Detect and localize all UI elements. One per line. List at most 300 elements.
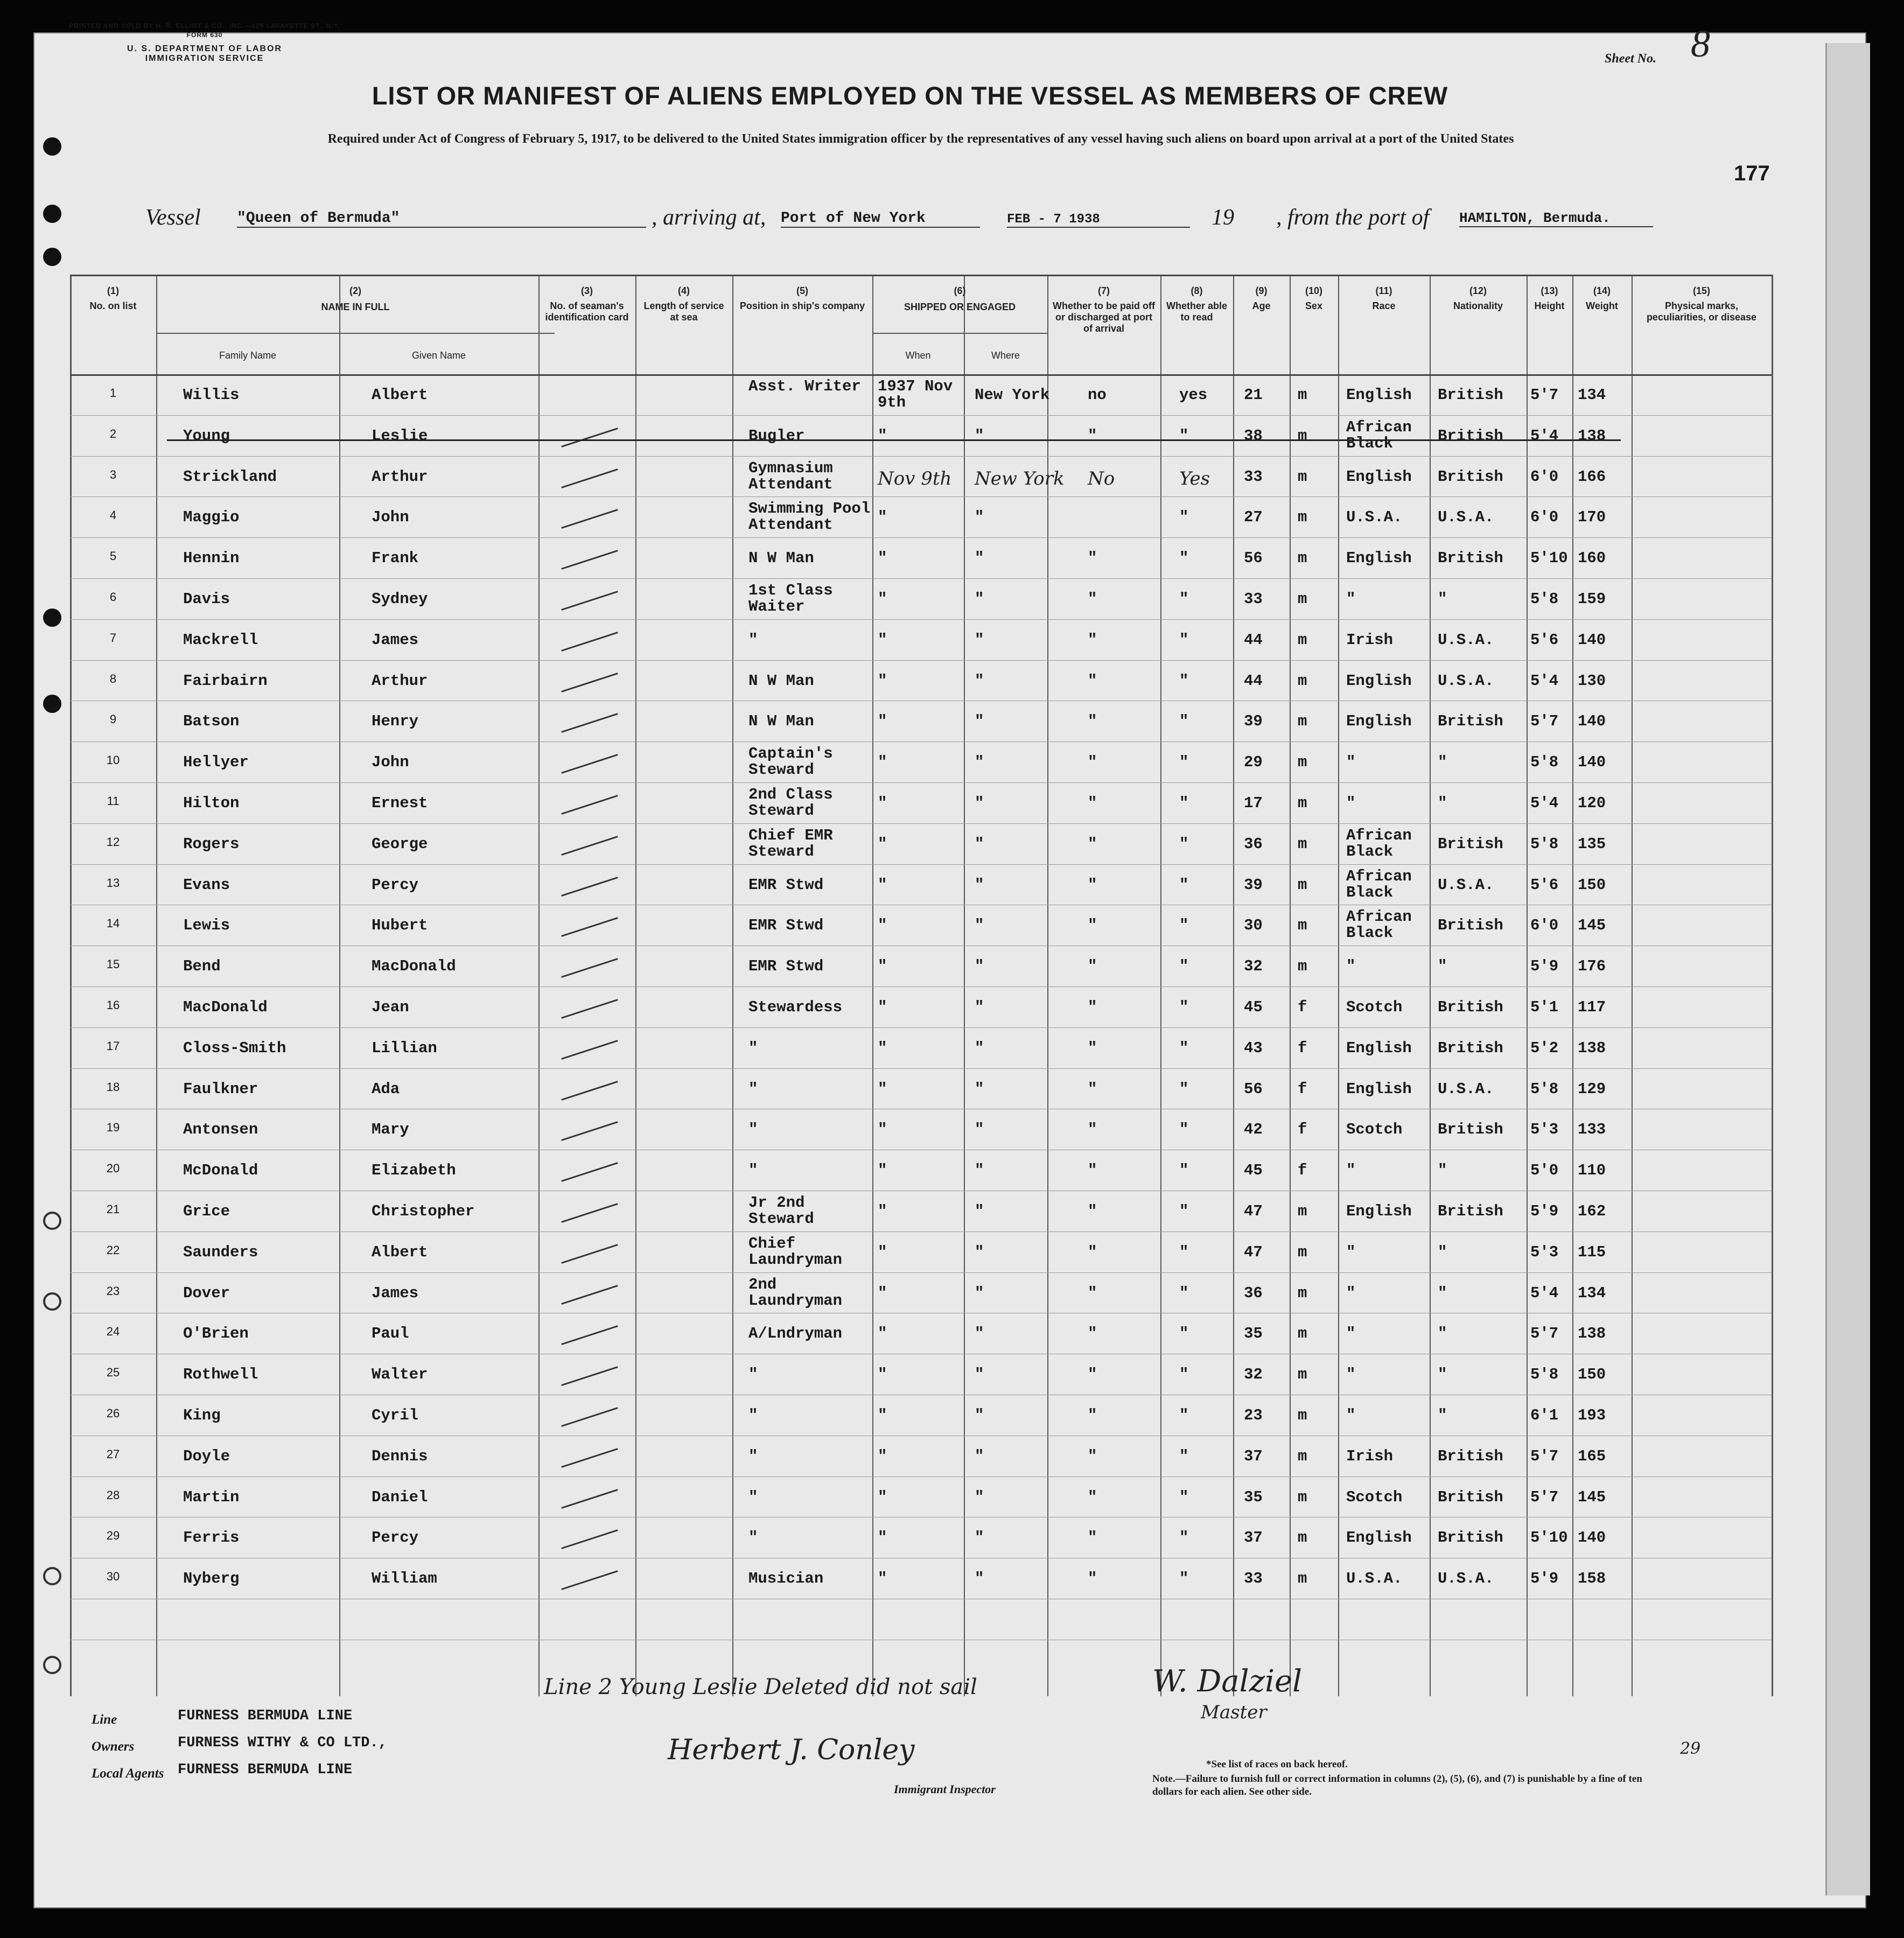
cell-shipped-where: " (975, 1202, 984, 1220)
cell-family-name: Martin (183, 1488, 240, 1506)
cell-race: English (1346, 1080, 1412, 1098)
check-mark (561, 1162, 618, 1182)
cell-row-number: 8 (109, 671, 117, 685)
cell-race: English (1346, 467, 1412, 486)
cell-paid-off: " (1088, 753, 1097, 772)
owners-value: FURNESS WITHY & CO LTD., (178, 1735, 387, 1751)
cell-height: 5'10 (1530, 549, 1568, 568)
cell-sex: m (1298, 590, 1307, 608)
cell-position: Stewardess (748, 998, 843, 1016)
check-mark (561, 1570, 618, 1590)
check-mark (561, 1366, 618, 1386)
cell-height: 5'0 (1530, 1162, 1559, 1180)
cell-paid-off: " (1088, 671, 1097, 690)
cell-paid-off: " (1088, 998, 1097, 1016)
cell-able-to-read: " (1179, 998, 1189, 1016)
check-mark (561, 1203, 618, 1223)
cell-position: Chief Laundryman (748, 1234, 843, 1269)
cell-shipped-when: " (878, 1407, 887, 1424)
cell-nationality: " (1438, 1366, 1447, 1384)
corner-number: 29 (1680, 1739, 1701, 1758)
master-title: Master (1201, 1702, 1267, 1723)
cell-height: 5'8 (1530, 835, 1559, 853)
line-value: FURNESS BERMUDA LINE (178, 1708, 353, 1724)
cell-row-number: 4 (109, 508, 117, 522)
cell-race: " (1346, 1284, 1356, 1302)
check-mark (561, 958, 618, 978)
check-mark (561, 428, 618, 447)
cell-nationality: U.S.A. (1438, 1570, 1494, 1588)
check-mark (561, 1244, 618, 1264)
check-mark (561, 468, 618, 488)
column-rule (1772, 275, 1773, 1696)
column-label: Weight (1586, 300, 1618, 311)
cell-able-to-read: " (1179, 508, 1189, 527)
cell-family-name: Evans (183, 876, 230, 894)
cell-paid-off: " (1088, 1243, 1097, 1261)
cell-able-to-read: " (1179, 549, 1189, 568)
cell-race: Scotch (1346, 998, 1403, 1016)
cell-shipped-when: " (878, 549, 887, 568)
cell-able-to-read: " (1179, 1039, 1189, 1057)
cell-race: English (1346, 386, 1412, 404)
cell-race: African Black (1346, 867, 1412, 901)
cell-weight: 115 (1578, 1243, 1606, 1261)
cell-row-number: 15 (106, 957, 120, 971)
cell-race: " (1346, 1243, 1356, 1261)
arrival-date: FEB - 7 1938 (1007, 212, 1190, 228)
cell-race: English (1346, 1202, 1412, 1220)
column-number: (12) (1469, 285, 1487, 296)
cell-age: 36 (1244, 835, 1263, 853)
cell-shipped-when: " (878, 916, 887, 935)
cell-position: Musician (748, 1570, 824, 1588)
cell-family-name: Hilton (183, 794, 240, 812)
column-rule (156, 275, 157, 1696)
cell-race: " (1346, 590, 1356, 608)
cell-race: " (1346, 753, 1356, 772)
cell-paid-off: No (1088, 467, 1115, 489)
column-rule (538, 275, 540, 1696)
check-mark (561, 999, 618, 1019)
cell-nationality: British (1438, 1529, 1503, 1547)
cell-family-name: Davis (183, 590, 230, 608)
cell-race: " (1346, 1325, 1356, 1343)
cell-shipped-when: " (878, 835, 887, 853)
cell-age: 43 (1244, 1039, 1263, 1057)
punch-hole (43, 1292, 61, 1311)
cell-weight: 176 (1578, 957, 1606, 976)
cell-paid-off: " (1088, 1325, 1097, 1343)
cell-weight: 145 (1578, 916, 1606, 935)
cell-given-name: John (372, 753, 409, 772)
cell-shipped-where: " (975, 1447, 984, 1465)
check-mark (561, 836, 618, 856)
column-rule (732, 275, 733, 1696)
cell-height: 5'8 (1530, 1366, 1559, 1384)
cell-weight: 165 (1578, 1447, 1606, 1465)
cell-height: 5'7 (1530, 1325, 1559, 1343)
cell-nationality: British (1438, 1488, 1503, 1506)
row-rule (70, 537, 1772, 538)
cell-position: " (748, 1447, 758, 1465)
printer-line: PRINTED AND SOLD BY H. R. ELLIOT & CO., INC.—129 LAFAYETTE ST., N.Y. (69, 22, 340, 30)
cell-row-number: 28 (106, 1488, 120, 1502)
cell-given-name: Dennis (372, 1447, 428, 1465)
cell-age: 38 (1244, 426, 1263, 445)
cell-height: 6'0 (1530, 508, 1559, 527)
cell-shipped-when: " (878, 1488, 887, 1506)
cell-weight: 117 (1578, 998, 1606, 1016)
cell-row-number: 23 (106, 1284, 120, 1298)
check-mark (561, 1040, 618, 1060)
cell-shipped-where: " (975, 1243, 984, 1261)
cell-nationality: " (1438, 1162, 1447, 1180)
cell-family-name: Hellyer (183, 753, 249, 772)
cell-age: 21 (1244, 386, 1263, 404)
cell-height: 5'6 (1530, 876, 1559, 894)
column-number: (10) (1305, 285, 1322, 296)
column-label: No. on list (89, 300, 137, 311)
cell-given-name: Sydney (372, 590, 428, 608)
cell-height: 5'4 (1530, 671, 1559, 690)
cell-race: African Black (1346, 418, 1412, 452)
cell-row-number: 2 (109, 426, 117, 440)
cell-family-name: Dover (183, 1284, 230, 1302)
column-label: Physical marks, peculiarities, or disease (1646, 300, 1757, 323)
cell-position: Gymnasium Attendant (748, 459, 833, 493)
cell-shipped-where: " (975, 957, 984, 976)
cell-row-number: 1 (109, 386, 117, 400)
cell-position: N W Man (748, 671, 814, 690)
cell-race: " (1346, 794, 1356, 812)
cell-given-name: Percy (372, 1529, 419, 1547)
column-label: Whether able to read (1166, 300, 1228, 323)
check-mark (561, 877, 618, 897)
column-label: SHIPPED OR ENGAGED (904, 302, 1016, 312)
cell-sex: m (1298, 467, 1307, 486)
cell-sex: m (1298, 1243, 1307, 1261)
cell-given-name: Albert (372, 386, 428, 404)
cell-sex: m (1298, 794, 1307, 812)
row-rule (70, 782, 1772, 783)
shipped-subheader-rule (872, 333, 1047, 334)
cell-shipped-where: " (975, 1570, 984, 1588)
cell-age: 33 (1244, 467, 1263, 486)
cell-sex: m (1298, 1488, 1307, 1506)
cell-shipped-where: " (975, 835, 984, 853)
cell-shipped-when: " (878, 1284, 887, 1302)
column-rule (964, 275, 965, 1696)
cell-shipped-when: " (878, 1447, 887, 1465)
cell-shipped-where: " (975, 753, 984, 772)
cell-weight: 134 (1578, 386, 1606, 404)
column-label: Race (1372, 300, 1396, 311)
row-rule (70, 456, 1772, 457)
check-mark (561, 1121, 618, 1141)
cell-sex: m (1298, 1202, 1307, 1220)
departure-port: HAMILTON, Bermuda. (1459, 210, 1653, 227)
cell-shipped-where: " (975, 794, 984, 812)
cell-shipped-when: " (878, 1080, 887, 1098)
cell-position: Asst. Writer (748, 377, 861, 395)
cell-paid-off: " (1088, 876, 1097, 894)
cell-height: 5'9 (1530, 1202, 1559, 1220)
cell-race: English (1346, 1529, 1412, 1547)
cell-shipped-where: " (975, 1162, 984, 1180)
cell-weight: 133 (1578, 1121, 1606, 1139)
column-sublabel: When (905, 350, 931, 361)
cell-sex: m (1298, 957, 1307, 976)
cell-row-number: 17 (106, 1039, 120, 1053)
from-label: , from the port of (1276, 205, 1430, 230)
cell-shipped-where: " (975, 876, 984, 894)
cell-given-name: Percy (372, 876, 419, 894)
cell-nationality: U.S.A. (1438, 508, 1494, 527)
cell-paid-off: " (1088, 712, 1097, 731)
cell-sex: m (1298, 916, 1307, 935)
cell-family-name: Rogers (183, 835, 240, 853)
punch-hole (43, 137, 61, 156)
cell-able-to-read: " (1179, 712, 1189, 731)
cell-family-name: Hennin (183, 549, 240, 568)
cell-shipped-when: " (878, 1570, 887, 1588)
cell-family-name: Doyle (183, 1447, 230, 1465)
cell-age: 45 (1244, 998, 1263, 1016)
cell-nationality: U.S.A. (1438, 671, 1494, 690)
row-rule (70, 578, 1772, 579)
column-rule (1233, 275, 1234, 1696)
cell-position: Chief EMR Steward (748, 826, 833, 860)
row-rule (70, 823, 1772, 824)
cell-row-number: 3 (109, 467, 117, 481)
cell-able-to-read: yes (1179, 386, 1208, 404)
cell-given-name: Ernest (372, 794, 428, 812)
cell-weight: 158 (1578, 1570, 1606, 1588)
cell-shipped-where: " (975, 1121, 984, 1139)
check-mark (561, 632, 618, 652)
deletion-annotation: Line 2 Young Leslie Deleted did not sail (544, 1675, 977, 1699)
department-block (65, 44, 345, 64)
cell-paid-off: " (1088, 590, 1097, 608)
cell-sex: m (1298, 386, 1307, 404)
cell-family-name: Ferris (183, 1529, 240, 1547)
cell-sex: m (1298, 549, 1307, 568)
row-rule (70, 660, 1772, 661)
cell-shipped-when: " (878, 1202, 887, 1220)
cell-given-name: Mary (372, 1121, 409, 1139)
column-rule (1160, 275, 1161, 1696)
cell-able-to-read: " (1179, 671, 1189, 690)
check-mark (561, 1529, 618, 1549)
cell-given-name: Elizabeth (372, 1162, 456, 1180)
cell-nationality: British (1438, 712, 1503, 731)
cell-position: " (748, 1488, 758, 1506)
cell-position: 2nd Class Steward (748, 786, 833, 820)
column-label: Position in ship's company (739, 300, 865, 311)
cell-weight: 135 (1578, 835, 1606, 853)
year-label: 19 (1212, 205, 1234, 230)
row-rule (70, 619, 1772, 620)
cell-height: 5'7 (1530, 1447, 1559, 1465)
cell-shipped-when: " (878, 753, 887, 772)
cell-family-name: Batson (183, 712, 240, 731)
cell-nationality: " (1438, 794, 1447, 812)
cell-given-name: Hubert (372, 916, 428, 935)
column-label: Whether to be paid off or discharged at port of arrival (1053, 300, 1155, 334)
cell-able-to-read: " (1179, 1162, 1189, 1180)
cell-given-name: James (372, 631, 419, 649)
cell-weight: 138 (1578, 426, 1606, 445)
cell-race: Scotch (1346, 1121, 1403, 1139)
cell-row-number: 12 (106, 835, 120, 849)
cell-position: Jr 2nd Steward (748, 1194, 814, 1228)
cell-age: 17 (1244, 794, 1263, 812)
cell-sex: m (1298, 1570, 1307, 1588)
cell-paid-off: " (1088, 1202, 1097, 1220)
column-number: (11) (1375, 285, 1392, 296)
cell-shipped-where: " (975, 998, 984, 1016)
cell-sex: m (1298, 835, 1307, 853)
cell-race: " (1346, 1407, 1356, 1424)
cell-sex: m (1298, 631, 1307, 649)
cell-position: " (748, 631, 758, 649)
cell-position: N W Man (748, 712, 814, 731)
column-rule (635, 275, 636, 1696)
cell-age: 37 (1244, 1447, 1263, 1465)
cell-shipped-where: " (975, 590, 984, 608)
cell-family-name: Lewis (183, 916, 230, 935)
cell-able-to-read: " (1179, 876, 1189, 894)
cell-age: 35 (1244, 1488, 1263, 1506)
cell-row-number: 7 (109, 631, 117, 645)
cell-family-name: Young (183, 426, 230, 445)
printer-imprint (65, 22, 345, 40)
cell-height: 6'1 (1530, 1407, 1559, 1424)
cell-age: 30 (1244, 916, 1263, 935)
cell-race: Irish (1346, 631, 1394, 649)
column-sublabel: Where (991, 350, 1020, 361)
cell-able-to-read: " (1179, 631, 1189, 649)
cell-height: 5'3 (1530, 1121, 1559, 1139)
cell-weight: 159 (1578, 590, 1606, 608)
cell-nationality: " (1438, 1243, 1447, 1261)
cell-race: English (1346, 1039, 1412, 1057)
punch-hole (43, 608, 61, 627)
cell-age: 37 (1244, 1529, 1263, 1547)
master-signature: W. Dalziel (1152, 1664, 1303, 1699)
column-number: (15) (1692, 285, 1710, 296)
column-number: (7) (1098, 285, 1110, 296)
cell-position: Bugler (748, 426, 805, 445)
cell-race: U.S.A. (1346, 1570, 1403, 1588)
cell-nationality: British (1438, 1202, 1503, 1220)
cell-age: 42 (1244, 1121, 1263, 1139)
cell-height: 5'8 (1530, 753, 1559, 772)
check-mark (561, 1285, 618, 1305)
cell-paid-off: " (1088, 957, 1097, 976)
cell-nationality: British (1438, 467, 1503, 486)
row-rule (70, 741, 1772, 742)
cell-height: 5'9 (1530, 957, 1559, 976)
cell-shipped-when: " (878, 1366, 887, 1384)
cell-weight: 140 (1578, 753, 1606, 772)
cell-family-name: McDonald (183, 1162, 258, 1180)
check-mark (561, 1081, 618, 1101)
cell-row-number: 18 (106, 1080, 120, 1094)
cell-paid-off: " (1088, 1121, 1097, 1139)
cell-race: English (1346, 712, 1412, 731)
cell-nationality: " (1438, 753, 1447, 772)
service-name: IMMIGRATION SERVICE (145, 54, 264, 63)
cell-position: 2nd Laundryman (748, 1275, 843, 1310)
cell-weight: 193 (1578, 1407, 1606, 1424)
cell-sex: m (1298, 1325, 1307, 1343)
row-rule (70, 1027, 1772, 1028)
cell-row-number: 24 (106, 1325, 120, 1339)
cell-position: EMR Stwd (748, 876, 824, 894)
column-number: (5) (796, 285, 808, 296)
cell-family-name: Maggio (183, 508, 240, 527)
arriving-label: , arriving at, (652, 205, 766, 230)
column-rule (1338, 275, 1339, 1696)
name-subheader-rule (156, 333, 555, 334)
check-mark (561, 1489, 618, 1509)
cell-row-number: 29 (106, 1529, 120, 1543)
cell-paid-off: " (1088, 1284, 1097, 1302)
cell-sex: f (1298, 1080, 1307, 1098)
cell-sex: m (1298, 508, 1307, 527)
column-rule (1430, 275, 1431, 1696)
cell-shipped-where: New York (975, 386, 1050, 404)
cell-weight: 138 (1578, 1325, 1606, 1343)
cell-able-to-read: " (1179, 1407, 1189, 1424)
cell-shipped-when: " (878, 794, 887, 812)
cell-paid-off: " (1088, 631, 1097, 649)
check-mark (561, 509, 618, 529)
cell-family-name: Willis (183, 386, 240, 404)
cell-position: Captain's Steward (748, 745, 833, 779)
column-label: Nationality (1453, 300, 1503, 311)
cell-age: 56 (1244, 1080, 1263, 1098)
cell-age: 56 (1244, 549, 1263, 568)
cell-weight: 162 (1578, 1202, 1606, 1220)
cell-able-to-read: " (1179, 1366, 1189, 1384)
cell-family-name: Faulkner (183, 1080, 258, 1098)
cell-shipped-where: " (975, 1325, 984, 1343)
row-rule (70, 415, 1772, 416)
cell-shipped-where: " (975, 508, 984, 527)
cell-height: 5'9 (1530, 1570, 1559, 1588)
cell-able-to-read: " (1179, 1080, 1189, 1098)
cell-row-number: 22 (106, 1243, 120, 1257)
cell-able-to-read: " (1179, 753, 1189, 772)
line-label: Line (92, 1712, 117, 1727)
cell-row-number: 25 (106, 1366, 120, 1380)
column-label: Height (1534, 300, 1565, 311)
cell-row-number: 11 (107, 794, 120, 808)
folio-number: 177 (1734, 162, 1770, 185)
cell-able-to-read: " (1179, 1325, 1189, 1343)
cell-nationality: " (1438, 1407, 1447, 1424)
cell-given-name: James (372, 1284, 419, 1302)
sheet-number-label: Sheet No. (1605, 52, 1656, 66)
cell-age: 35 (1244, 1325, 1263, 1343)
cell-able-to-read: " (1179, 1447, 1189, 1465)
column-number: (6) (954, 285, 966, 296)
cell-height: 5'10 (1530, 1529, 1568, 1547)
cell-given-name: Walter (372, 1366, 428, 1384)
